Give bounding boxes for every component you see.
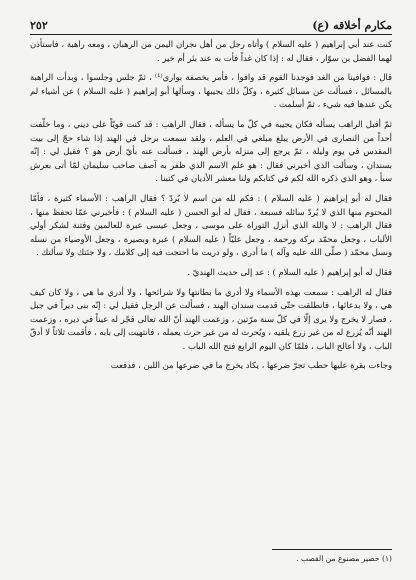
paragraph-5: فقال له أبو إبراهيم ( عليه السلام ) : عد إلى حديث الهنديّ . <box>187 266 392 277</box>
page-body <box>30 38 392 379</box>
paragraph-4: فقال له أبو إبراهيم ( عليه السلام ) : فكم لله من اسم لا يُردّ ؟ فقال الراهب : الأسماء كثيرة ، فأمّا المحتوم منها الذي لا يُردّ سائله فسبعة ، فقال له أبو الحسن ( عليه السلام ) : فأخبرني عمّا تحفظ منها ، فقال الراهب : لا والله الذي أنزل التوراة على موسى ، وجعل عيسى عبرة للعالمين وفتنة لشكر أولي الألباب ، وجعل محمّد بركة ورحمة ، وجعل عليّاً ( عليه السلام ) عبرة وبصيرة ، وجعل الأوصياء من نسله ونسل محمّد ( صلّى الله عليه وآله ) ما أدري ، ولو دريت ما احتجت فيه إلى كلامك ، ولا جئتك ولا سألتك . <box>30 192 392 258</box>
page-number: ٢٥٢ <box>30 19 48 32</box>
running-title: مكارم أخلاقه (ع) <box>312 19 392 32</box>
paragraph-7: وجاءت بقرة عليها حطب تجرّ ضرعها ، يكاد يخرج ما في ضرعها من اللبن ، فدفعت <box>110 360 392 371</box>
footnote: (١) حصير مصنوع من القصب . <box>296 554 392 563</box>
paragraph-6: فقال له الراهب : سمعت بهذه الأسماء ولا أدري ما بطانتها ولا شرائحها ، ولا أدري ما هي ، ولا كان كيف هي ، ولا بدعائها ، فانطلقت حتّى قدمت سندان الهند ، فسألت عن الرجل فقيل لي : إنّه بنى ديراً في جبل ، فصار لا يخرج ولا يرى إلّا في كلّ سنة مرّتين ، وزعمت الهند أنّ الله تعالى فجّر له عيناً في ديره ، وزعمت الهند أنّه يُزرع له من غير زرع يلقيه ، ويُحرث له من غير حرث يعمله ، فانتهيت إلى بابه ، فأقمت ثلاثاً لا أدقّ الباب ، ولا أعالج الباب ، فلمّا كان اليوم الرابع فتح الله الباب . <box>30 286 392 351</box>
footnote-divider <box>272 549 392 550</box>
paragraph-2: قال : فوافينا من الغد فوجدنا القوم قد وافوا ، فأمر بخصفة بواري⁽¹⁾ ، ثمّ جلس وجلسوا ، وبدأت الراهبة بالمسائل ، فسألت عن مسائل كثيرة ، وكلّ ذلك يجيبها ، وسألها أبو إبراهيم ( عليه السلام ) عن أشياء لم يكن عندها فيه شيء ، ثمّ أسلمت . <box>30 72 392 110</box>
page-header <box>30 12 392 35</box>
paragraph-1: كنت عند أبي إبراهيم ( عليه السلام ) وأتاه رجل من أهل نجران اليمن من الرهبان ، ومعه راهبة ، فاستأذن لهما الفضل بن سوّار ، فقال له : إذا كان غداً فأت به عند بئر أم خير . <box>30 39 392 63</box>
paragraph-3: ثمّ أقبل الراهب يسأله فكان يجيبه في كلّ ما يسأله ، فقال الراهب : قد كنت قويّاً على ديني ، وما خلّفت أحداً من النصارى في الأرض يبلغ مبلغي في العلم ، ولقد سمعت برجل في الهند إذا شاء حجّ إلى بيت المقدس في يوم وليلة ، ثمّ يرجع إلى منزله بأرض الهند ، فسألت عنه بأيّ أرض هو ؟ فقيل لي : إنّه بسندان ، وسألت الذي أخبرني فقال : هو علم الاسم الذي ظفر به آصف صاحب سليمان لمّا أتى بعرش سبأ ، وهو الذي ذكره الله لكم في كتابكم ولنا معشر الأديان في كتبنا . <box>30 118 392 184</box>
